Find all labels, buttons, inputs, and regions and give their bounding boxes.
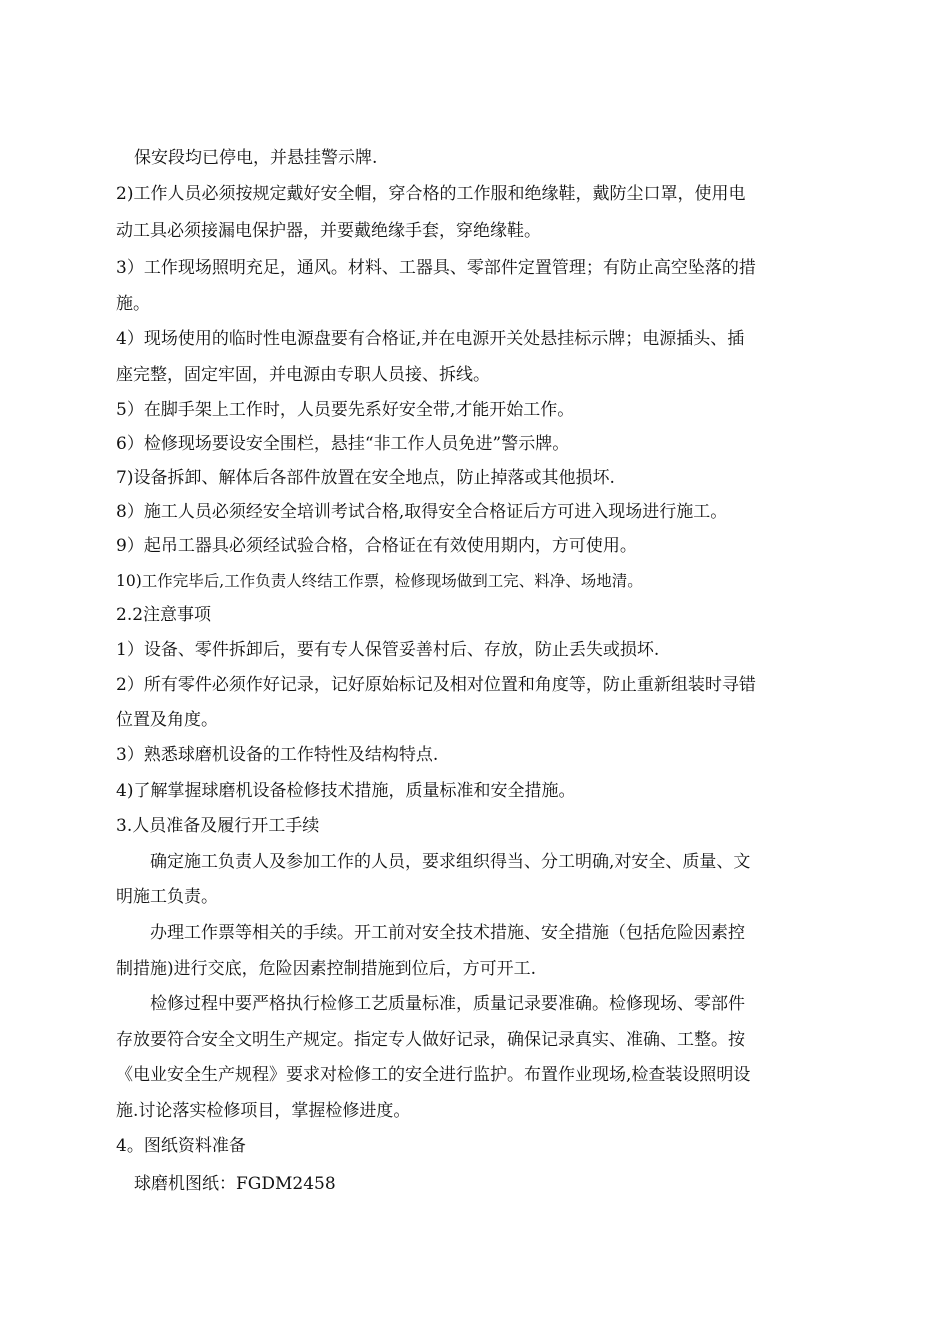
text-line: 动工具必须接漏电保护器，并要戴绝缘手套，穿绝缘鞋。 bbox=[116, 221, 541, 241]
text-line: 位置及角度。 bbox=[116, 710, 218, 730]
text-line: 4）现场使用的临时性电源盘要有合格证,并在电源开关处悬挂标示牌；电源插头、插 bbox=[116, 329, 745, 349]
text-line: 明施工负责。 bbox=[116, 887, 218, 907]
text-line: 确定施工负责人及参加工作的人员，要求组织得当、分工明确,对安全、质量、文 bbox=[150, 852, 751, 872]
text-line: 3）工作现场照明充足，通风。材料、工器具、零部件定置管理；有防止高空坠落的措 bbox=[116, 258, 756, 278]
text-line: 办理工作票等相关的手续。开工前对安全技术措施、安全措施（包括危险因素控 bbox=[150, 923, 745, 943]
text-line: 9）起吊工器具必须经试验合格，合格证在有效使用期内，方可使用。 bbox=[116, 536, 637, 556]
text-line: 7)设备拆卸、解体后各部件放置在安全地点，防止掉落或其他损坏. bbox=[116, 468, 615, 488]
section-heading: 4。图纸资料准备 bbox=[116, 1136, 246, 1156]
section-heading: 2.2注意事项 bbox=[116, 605, 212, 625]
text-line: 存放要符合安全文明生产规定。指定专人做好记录，确保记录真实、准确、工整。按 bbox=[116, 1030, 745, 1050]
text-line: 座完整，固定牢固，并电源由专职人员接、拆线。 bbox=[116, 365, 490, 385]
text-line: 保安段均已停电，并悬挂警示牌. bbox=[134, 148, 378, 168]
text-line: 1）设备、零件拆卸后，要有专人保管妥善村后、存放，防止丢失或损坏. bbox=[116, 640, 660, 660]
text-line: 8）施工人员必须经安全培训考试合格,取得安全合格证后方可进入现场进行施工。 bbox=[116, 502, 728, 522]
text-line: 球磨机图纸：FGDM2458 bbox=[134, 1174, 336, 1194]
text-line: 制措施)进行交底，危险因素控制措施到位后，方可开工. bbox=[116, 959, 537, 979]
text-line: 2）所有零件必须作好记录，记好原始标记及相对位置和角度等，防止重新组装时寻错 bbox=[116, 675, 756, 695]
text-line: 《电业安全生产规程》要求对检修工的安全进行监护。布置作业现场,检查装设照明设 bbox=[116, 1065, 751, 1085]
text-line: 施.讨论落实检修项目，掌握检修进度。 bbox=[116, 1101, 411, 1121]
text-line: 检修过程中要严格执行检修工艺质量标准，质量记录要准确。检修现场、零部件 bbox=[150, 994, 745, 1014]
text-line: 5）在脚手架上工作时，人员要先系好安全带,才能开始工作。 bbox=[116, 400, 575, 420]
text-line: 施。 bbox=[116, 294, 150, 314]
text-line: 4)了解掌握球磨机设备检修技术措施，质量标准和安全措施。 bbox=[116, 781, 576, 801]
section-heading: 3.人员准备及履行开工手续 bbox=[116, 816, 320, 836]
text-line: 2)工作人员必须按规定戴好安全帽，穿合格的工作服和绝缘鞋，戴防尘口罩，使用电 bbox=[116, 184, 746, 204]
text-line: 10)工作完毕后,工作负责人终结工作票，检修现场做到工完、料净、场地清。 bbox=[116, 572, 643, 590]
text-line: 3）熟悉球磨机设备的工作特性及结构特点. bbox=[116, 745, 439, 765]
text-line: 6）检修现场要设安全围栏，悬挂“非工作人员免进”警示牌。 bbox=[116, 434, 570, 454]
